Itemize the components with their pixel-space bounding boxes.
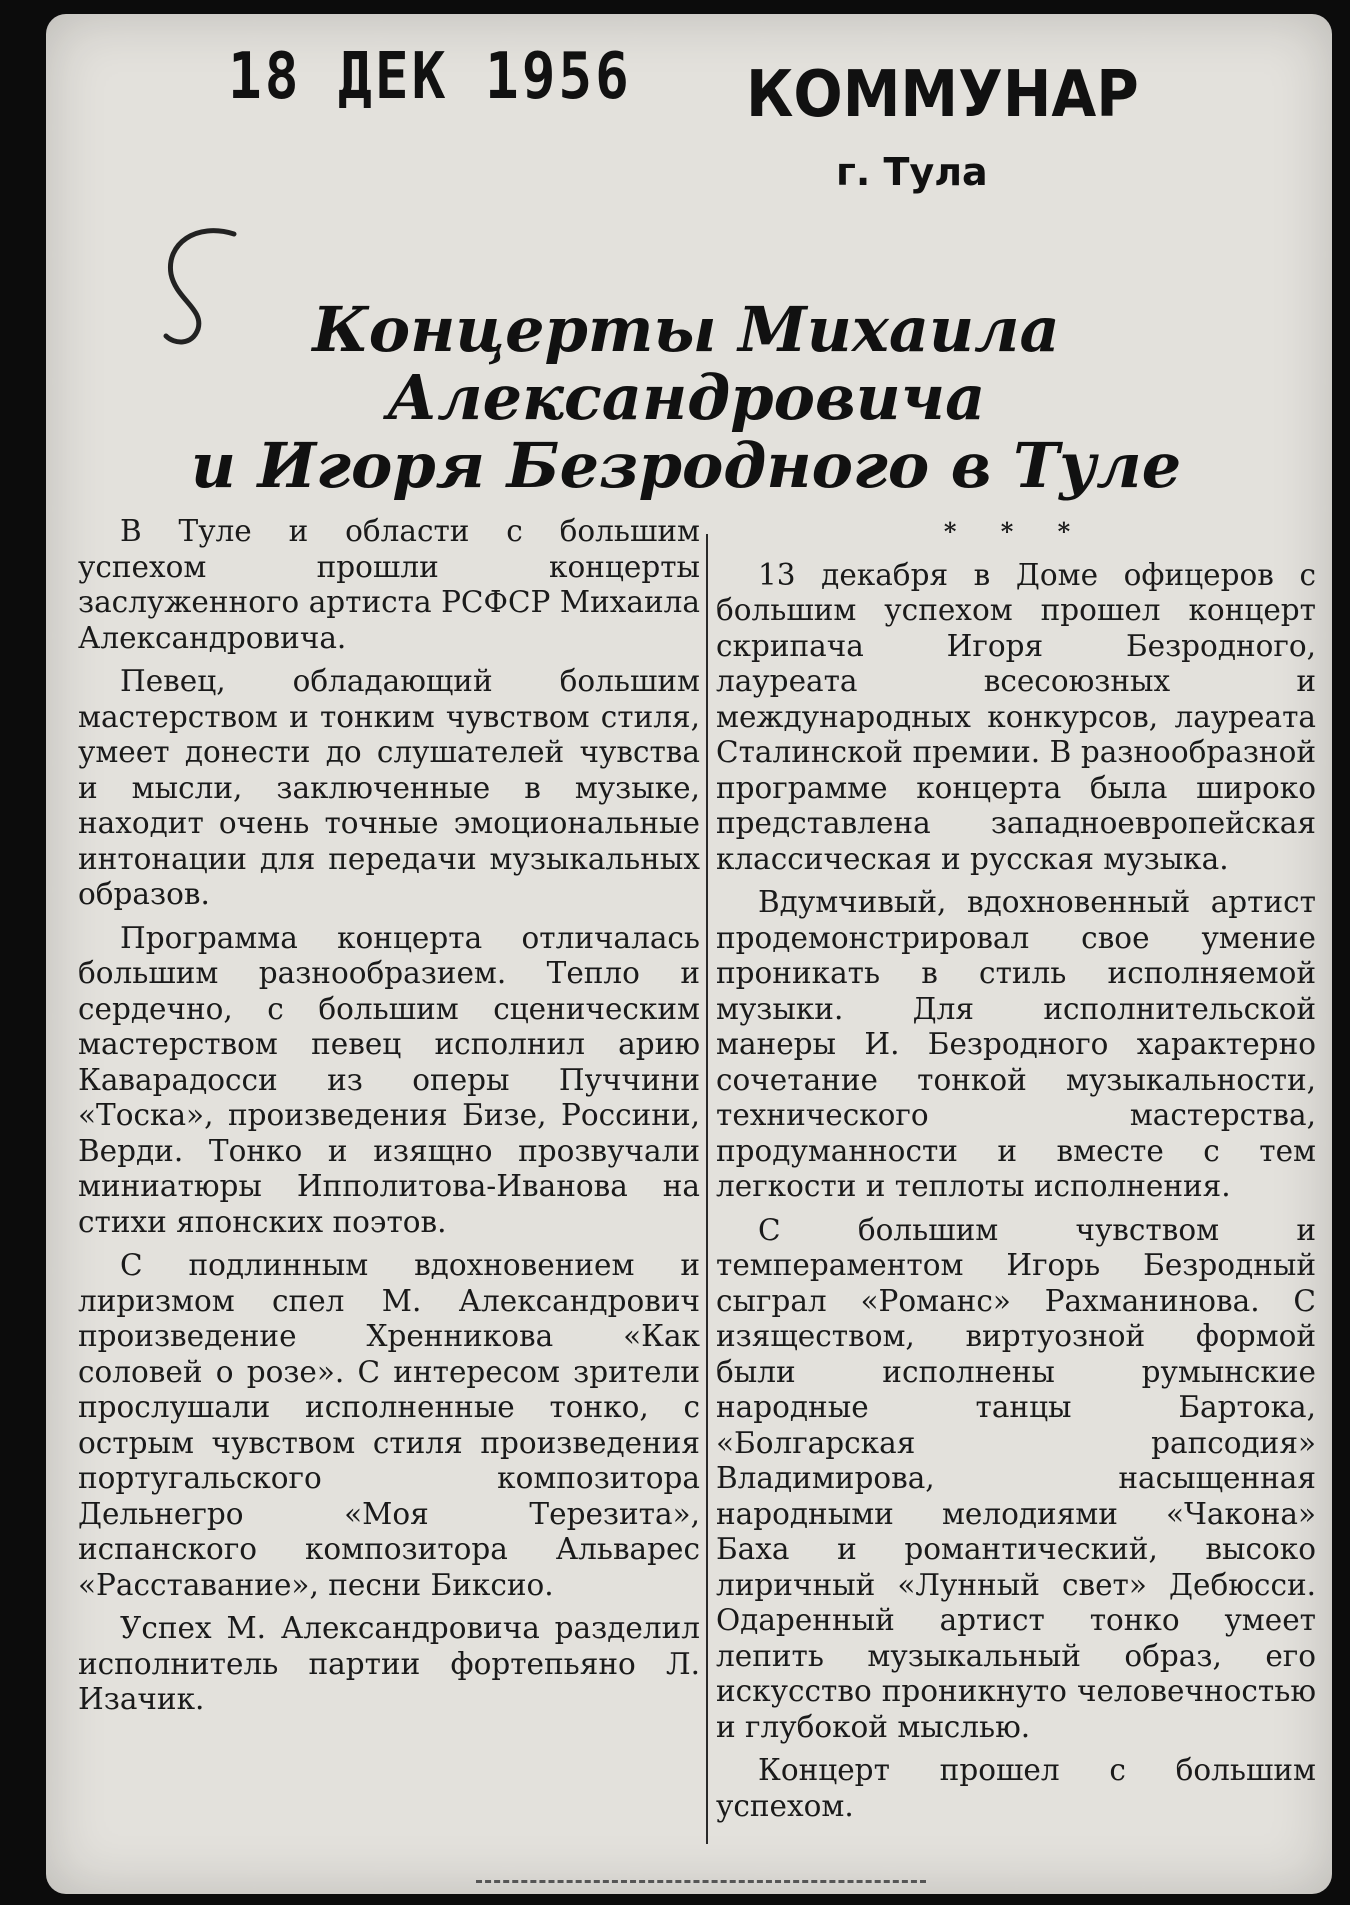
headline-line-1: Концерты Михаила: [312, 292, 1060, 366]
paragraph: С большим чувством и темпераментом Игорь Безродный сыграл «Романс» Рахманинова. С изяществом, виртуозной формой были исполнены румынские народные танцы Бартока, «Болгарская рапсодия» Владимирова, насыщенная народными мелодиями «Чакона» Баха и романтический, высоко лиричный «Лунный свет» Дебюсси. Одаренный артист тонко умеет лепить музыкальный образ, его искусство проникнуто человечностью и глубокой мыслью.: [716, 1212, 1316, 1744]
article-headline: [86, 292, 1286, 502]
newspaper-name-stamp: КОММУНАР: [746, 56, 1139, 132]
city-stamp: г. Тула: [836, 150, 988, 194]
section-separator: * * *: [943, 517, 1089, 546]
paragraph: Вдумчивый, вдохновенный артист продемонстрировал свое умение проникать в стиль исполняемой музыки. Для исполнительской манеры И. Безродного характерно сочетание тонкой музыкальности, технического мастерства, продуманности и вместе с тем легкости и теплоты исполнения.: [716, 885, 1316, 1203]
paragraph: С подлинным вдохновением и лиризмом спел М. Александрович произведение Хренникова «Как соловей о розе». С интересом зрители прослушали исполненные тонко, с острым чувством стиля произведения португальского композитора Дельнегро «Моя Терезита», испанского композитора Альварес «Расставание», песни Биксио.: [78, 1248, 700, 1602]
paragraph: Концерт прошел с большим успехом.: [716, 1753, 1316, 1823]
bottom-rule: [476, 1880, 926, 1887]
paragraph: 13 декабря в Доме офицеров с большим успехом прошел концерт скрипача Игоря Безродного, лауреата всесоюзных и международных конкурсов, лауреата Сталинской премии. В разнообразной программе концерта была широко представлена западноевропейская классическая и русская музыка.: [716, 557, 1316, 876]
headline-line-2: Александровича: [386, 360, 986, 434]
paragraph: В Туле и области с большим успехом прошли концерты заслуженного артиста РСФСР Михаила Александровича.: [78, 514, 700, 655]
left-column: [78, 514, 700, 1726]
column-divider: [706, 534, 708, 1844]
newspaper-clipping: [46, 14, 1332, 1894]
paragraph: Программа концерта отличалась большим разнообразием. Тепло и сердечно, с большим сценическим мастерством певец исполнил арию Каварадосси из оперы Пуччини «Тоска», произведения Бизе, Россини, Верди. Тонко и изящно прозвучали миниатюры Ипполитова-Иванова на стихи японских поэтов.: [78, 920, 700, 1239]
right-column: [716, 514, 1316, 1832]
paragraph: Певец, обладающий большим мастерством и тонким чувством стиля, умеет донести до слушателей чувства и мысли, заключенные в музыке, находит очень точные эмоциональные интонации для передачи музыкальных образов.: [78, 664, 700, 911]
paragraph: Успех М. Александровича разделил исполнитель партии фортепьяно Л. Изачик.: [78, 1611, 700, 1716]
date-stamp: 18 ДЕК 1956: [228, 39, 632, 114]
headline-line-3: и Игоря Безродного в Туле: [190, 428, 1182, 502]
